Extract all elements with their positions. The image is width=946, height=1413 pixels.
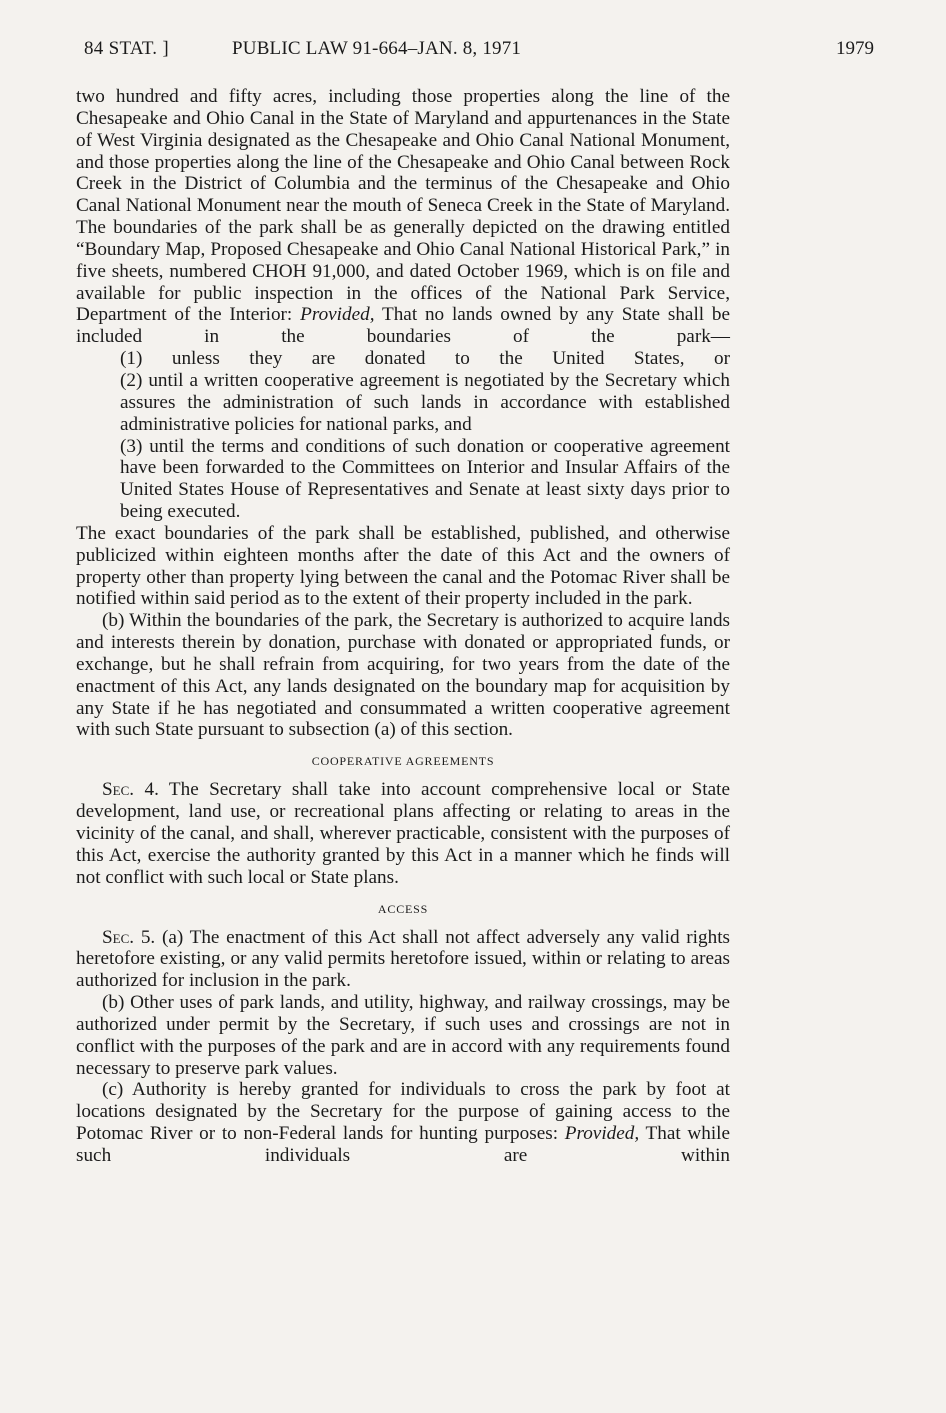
list-item-3: (3) until the terms and conditions of such donation or cooperative agreement have been forwarded to the Committees on Interior and Insular Affairs of the United States House of Representatives and Senate at least sixty days prior to being executed. (120, 435, 730, 523)
section-5a-paragraph: Sec. 5. (a) The enactment of this Act shall not affect adversely any valid rights heretofore existing, or any valid permits heretofore issued, within or relating to areas authorized for inclusion in the park. (76, 926, 730, 992)
paragraph-exact-boundaries: The exact boundaries of the park shall be established, published, and otherwise publicized within eighteen months after the date of this Act and the owners of property other than property lying between the canal and the Potomac River shall be notified within said period as to the extent of their property included in the park. (76, 522, 730, 610)
paragraph-subsection-b: (b) Within the boundaries of the park, the Secretary is authorized to acquire lands and interests therein by donation, purchase with donated or appropriated funds, or exchange, but he shall refrain from acquiring, for two years from the date of the enactment of this Act, any lands designated on the boundary map for acquisition by any State if he has negotiated and consummated a written cooperative agreement with such State pursuant to subsection (a) of this section. (76, 610, 730, 741)
document-body (76, 86, 730, 1167)
page-number: 1979 (836, 38, 874, 59)
section-label: Sec. (102, 779, 135, 801)
section-heading-cooperative-agreements: COOPERATIVE AGREEMENTS (311, 754, 495, 769)
section-4-paragraph: Sec. 4. The Secretary shall take into account comprehensive local or State development, land use, or recreational plans affecting or relating to areas in the vicinity of the canal, and shall, wherever practicable, consistent with the purposes of this Act, exercise the authority granted by this Act in a manner which he finds will not conflict with such local or State plans. (76, 779, 730, 888)
running-title: PUBLIC LAW 91-664–JAN. 8, 1971 (232, 38, 522, 59)
list-item-2: (2) until a written cooperative agreement is negotiated by the Secretary which assures the administration of such lands in accordance with established administrative policies for national parks, and (120, 369, 730, 435)
section-label: Sec. (102, 926, 135, 948)
section-5b-paragraph: (b) Other uses of park lands, and utility, highway, and railway crossings, may be authorized under permit by the Secretary, if such uses and crossings are not in conflict with the purposes of the park and are in accord with any requirements found necessary to preserve park values. (76, 992, 730, 1079)
statute-reference: 84 STAT. ] (84, 38, 170, 59)
page-header (84, 38, 874, 68)
provided-emphasis: Provided, (564, 1123, 640, 1145)
section-heading-access: ACCESS (377, 901, 429, 916)
provided-emphasis: Provided, (300, 304, 375, 326)
section-5c-paragraph: (c) Authority is hereby granted for individuals to cross the park by foot at locations designated by the Secretary for the purpose of gaining access to the Potomac River or to non-Federal lands for hunting purposes: Provided, That while such individuals are within (76, 1079, 731, 1166)
list-item-1: (1) unless they are donated to the United States, or (120, 348, 730, 370)
paragraph-boundaries: two hundred and fifty acres, including those properties along the line of the Chesapeake and Ohio Canal in the State of Maryland and appurtenances in the State of West Virginia designated as the Chesapeake and Ohio Canal National Monument, and those properties along the line of the Chesapeake and Ohio Canal between Rock Creek in the District of Columbia and the terminus of the Chesapeake and Ohio Canal National Monument near the mouth of Seneca Creek in the State of Maryland. The boundaries of the park shall be as generally depicted on the drawing entitled “Boundary Map, Proposed Chesapeake and Ohio Canal National Historical Park,” in five sheets, numbered CHOH 91,000, and dated October 1969, which is on file and available for public inspection in the offices of the National Park Service, Department of the Interior: Provided, That no lands owned by any State shall be included in the boundaries of the park— (76, 86, 731, 348)
